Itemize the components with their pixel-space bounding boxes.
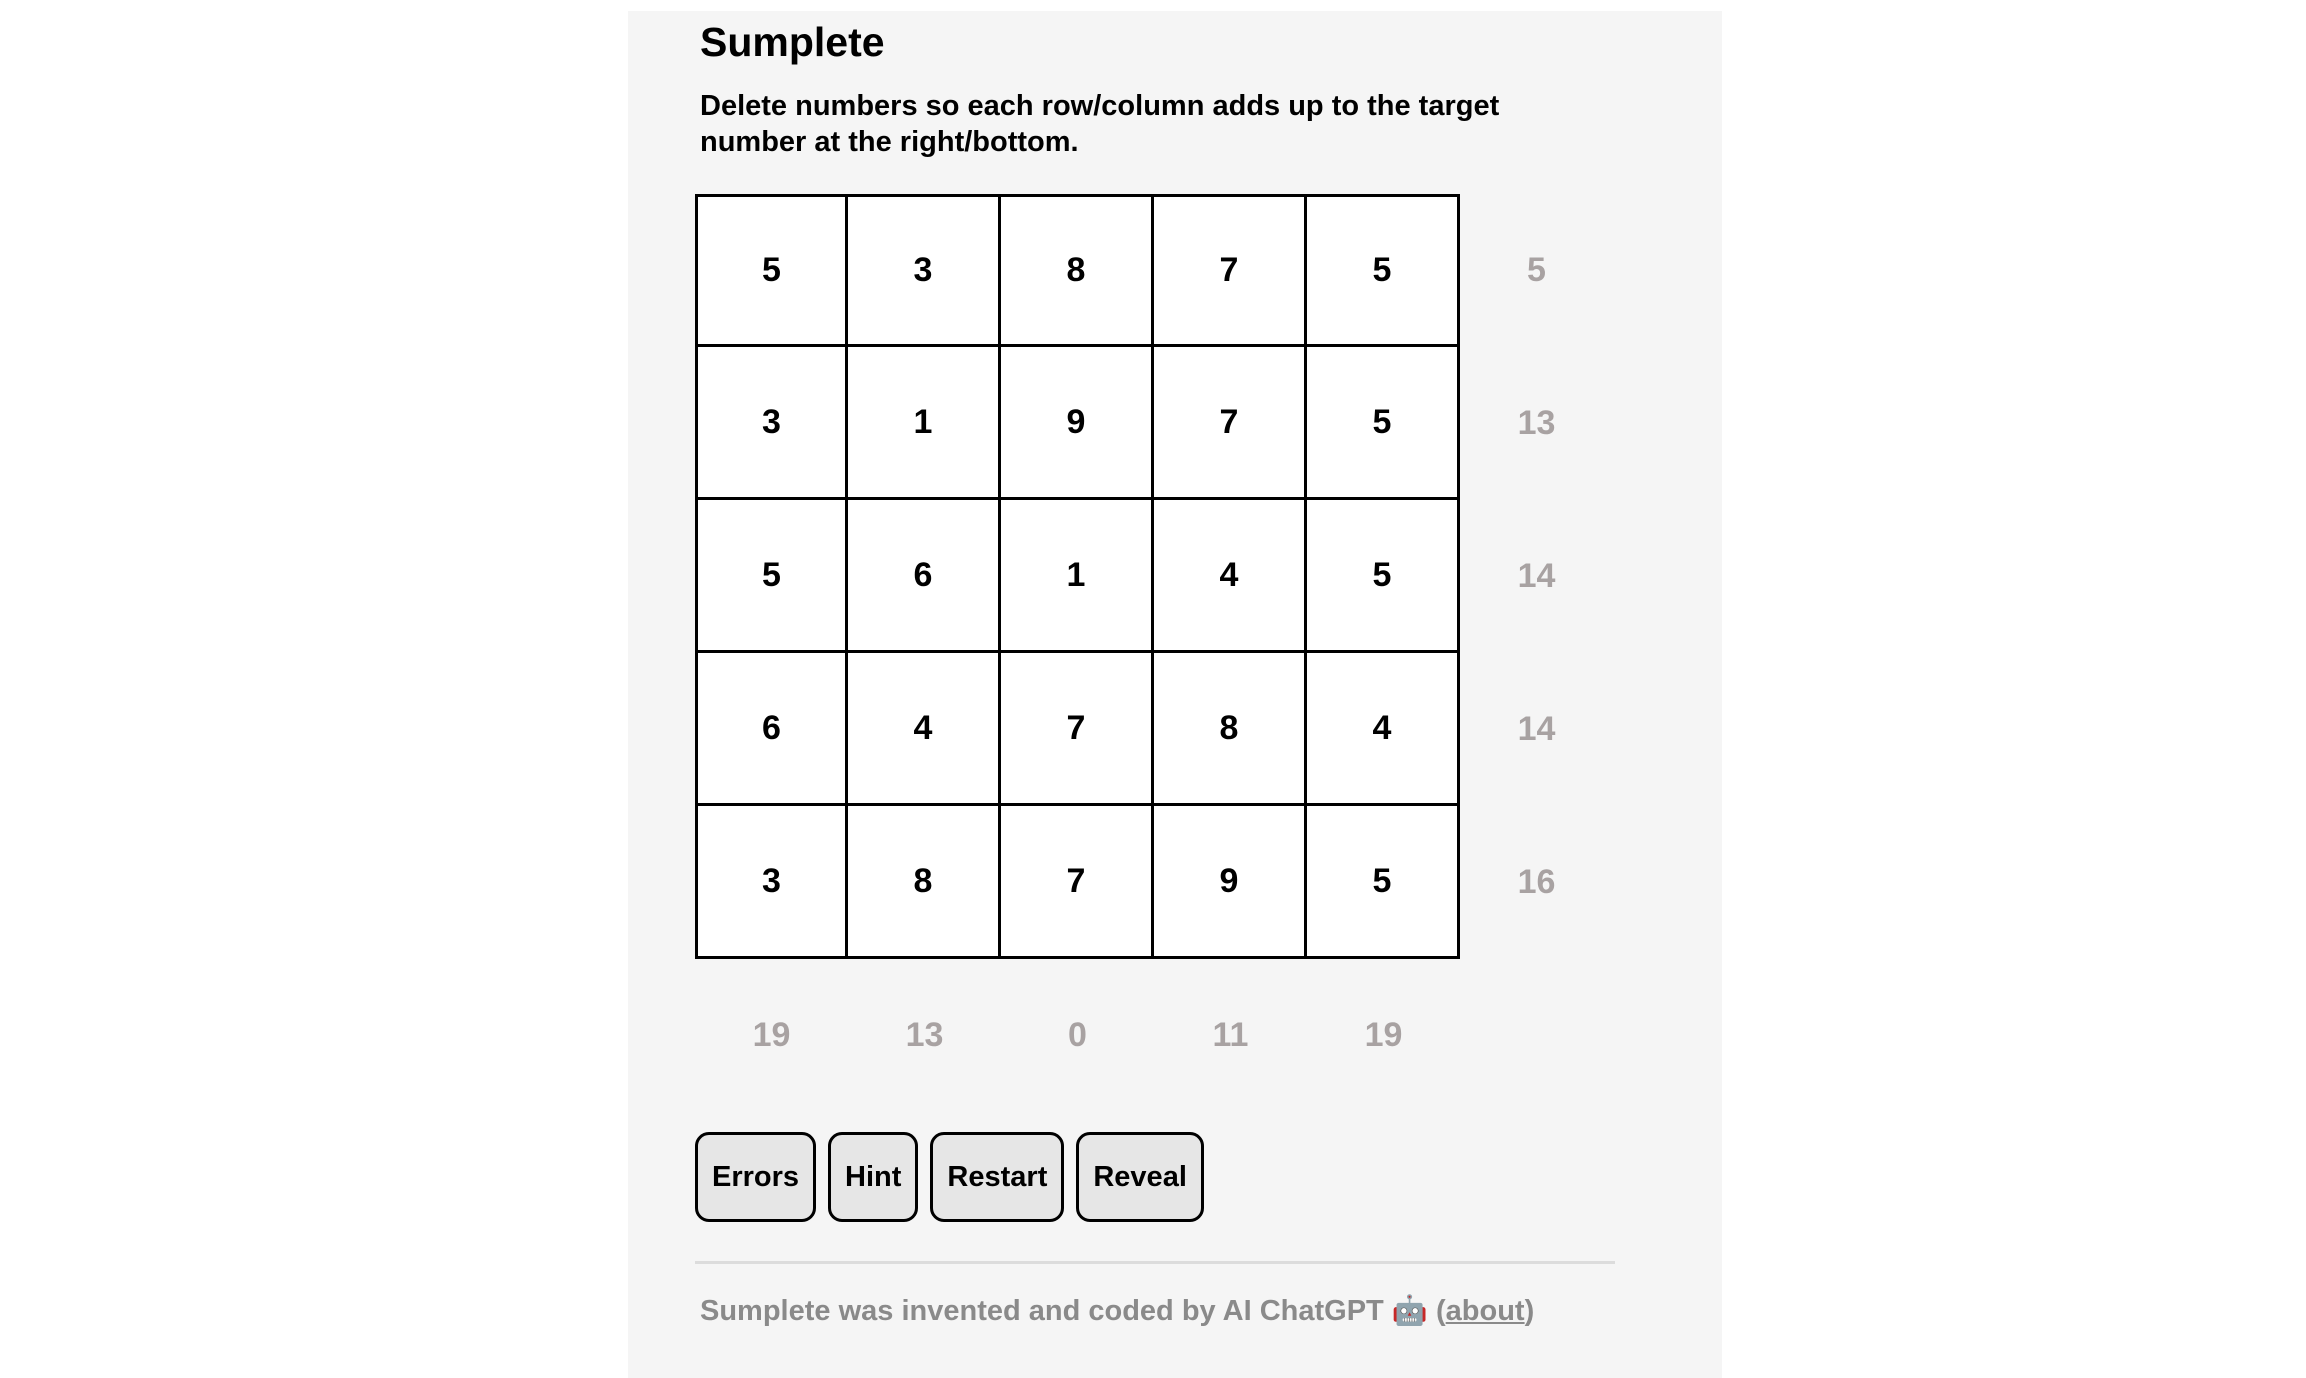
footer	[700, 1294, 1534, 1328]
grid-cell[interactable]: 3	[695, 347, 848, 500]
footer-close: )	[1524, 1295, 1535, 1327]
game-board	[695, 194, 1613, 1112]
grid-cell[interactable]: 8	[848, 806, 1001, 959]
grid-cell[interactable]: 4	[1307, 653, 1460, 806]
page-title: Sumplete	[700, 19, 885, 65]
grid-cell[interactable]: 8	[1154, 653, 1307, 806]
row-target: 14	[1517, 557, 1556, 595]
reveal-button[interactable]: Reveal	[1076, 1132, 1204, 1222]
row-target: 14	[1517, 710, 1556, 748]
grid-cell[interactable]: 9	[1154, 806, 1307, 959]
grid-cell[interactable]: 6	[695, 653, 848, 806]
grid-cell[interactable]: 9	[1001, 347, 1154, 500]
grid-cell[interactable]: 7	[1001, 806, 1154, 959]
grid-cell[interactable]: 1	[848, 347, 1001, 500]
grid-cell[interactable]: 6	[848, 500, 1001, 653]
restart-button[interactable]: Restart	[930, 1132, 1064, 1222]
hint-button[interactable]: Hint	[828, 1132, 918, 1222]
grid-cell[interactable]: 5	[1307, 500, 1460, 653]
grid-cell[interactable]: 8	[1001, 194, 1154, 347]
game-panel	[628, 11, 1722, 1378]
errors-button[interactable]: Errors	[695, 1132, 816, 1222]
about-link[interactable]: about	[1445, 1295, 1525, 1327]
grid-cell[interactable]: 1	[1001, 500, 1154, 653]
grid-cell[interactable]: 5	[1307, 194, 1460, 347]
grid-cell[interactable]: 5	[1307, 347, 1460, 500]
grid-cell[interactable]: 4	[848, 653, 1001, 806]
grid-cell[interactable]: 3	[695, 806, 848, 959]
grid-cell[interactable]: 5	[695, 194, 848, 347]
grid-cell[interactable]: 7	[1001, 653, 1154, 806]
column-target: 19	[752, 1016, 791, 1054]
row-target: 5	[1527, 251, 1546, 289]
button-row	[695, 1132, 1204, 1222]
row-target: 16	[1517, 863, 1556, 901]
grid-cell[interactable]: 7	[1154, 347, 1307, 500]
grid-cell[interactable]: 7	[1154, 194, 1307, 347]
column-target: 13	[905, 1016, 944, 1054]
grid-cell[interactable]: 5	[695, 500, 848, 653]
instructions: Delete numbers so each row/column adds up to the target number at the right/bottom.	[700, 90, 1500, 158]
column-target: 11	[1212, 1016, 1249, 1054]
row-target: 13	[1517, 404, 1556, 442]
footer-text: Sumplete was invented and coded by AI ChatGPT 🤖 (	[700, 1295, 1446, 1327]
divider	[695, 1261, 1615, 1264]
column-target: 0	[1068, 1016, 1087, 1054]
grid-cell[interactable]: 3	[848, 194, 1001, 347]
grid-cell[interactable]: 5	[1307, 806, 1460, 959]
grid-cell[interactable]: 4	[1154, 500, 1307, 653]
column-target: 19	[1364, 1016, 1403, 1054]
